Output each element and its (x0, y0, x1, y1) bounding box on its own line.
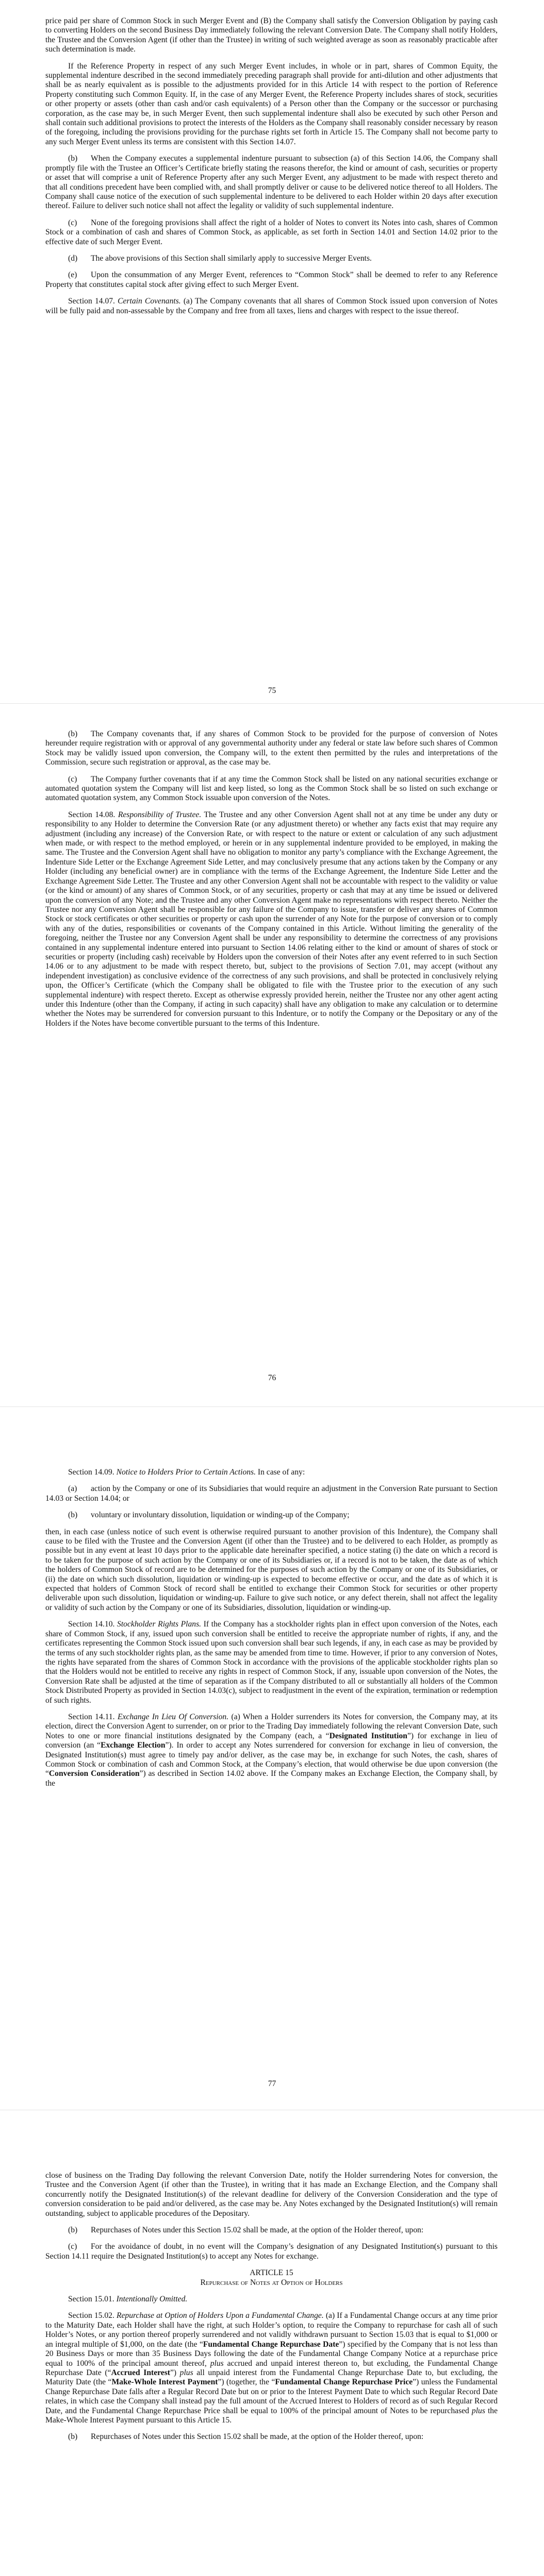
section-text: ”) specified by the Company that is not less than 20 Business Days or more than 35 Business Days following the date of the Fundamental Change Company Notice at a repurchase price equal to 100% of the principal amount thereof, (45, 2340, 498, 2368)
section-number: Section 14.08. (68, 810, 116, 819)
emphasis: plus (179, 2368, 193, 2377)
clause-label: (c) (68, 2242, 77, 2251)
clause-c (45, 775, 498, 803)
section-14-11 (45, 1713, 498, 1788)
section-text: (a) When a Holder surrenders its Notes for conversion, the Company may, at its election, direct the Conversion Agent to surrender, on or prior to the Trading Day immediately following the relevant Conversion Date, such Notes to one or more financial institutions designated by the Company (each, a “ (45, 1712, 498, 1740)
document-page-77 (0, 1406, 544, 2110)
defined-term: Designated Institution (329, 1731, 407, 1740)
clause-label: (e) (68, 270, 77, 280)
clause-label: (b) (68, 2226, 78, 2235)
clause-d (45, 254, 498, 263)
paragraph: If the Reference Property in respect of any such Merger Event includes, in whole or in part, shares of Common Equity, the supplemental indenture described in the second immediately preceding paragraph shall provide for anti-dilution and other adjustments that shall be as nearly equivalent as is possible to the adjustments provided for in this Article 14 with respect to the portion of Reference Property constituting such Common Equity. If, in the case of any Merger Event, the Reference Property includes shares of stock, securities or other property or assets (other than cash and/or cash equivalents) of a Person other than the Company or the successor or purchasing corporation, as the case may be, in such Merger Event, then such supplemental indenture shall also be executed by such other Person and shall contain such additional provisions to protect the interests of the Holders as the Company shall reasonably consider necessary by reason of the foregoing, including the provisions providing for the purchase rights set forth in Article 15. The Company shall not become party to any such Merger Event unless its terms are consistent with this Section 14.07. (45, 61, 498, 146)
clause-label: (b) (68, 154, 78, 163)
clause-text: The Company covenants that, if any shares of Common Stock to be provided for the purpose of conversion of Notes hereunder require registration with or approval of any governmental authority under any federal or state law before such shares of Common Stock may be validly issued upon conversion, the Company will, to the extent then permitted by the rules and interpretations of the Commission, secure such registration or approval, as the case may be. (45, 730, 498, 767)
section-text: ”) (together, the “ (218, 2378, 275, 2387)
section-14-07 (45, 297, 498, 316)
paragraph: close of business on the Trading Day following the relevant Conversion Date, notify the Holder surrendering Notes for conversion, the Trustee and the Conversion Agent (if other than the Trustee), in writing that it has made an Exchange Election, and the Company shall concurrently notify the Designated Institution(s) of the relevant deadline for delivery of the Conversion Consideration and the type of conversion consideration to be paid and/or delivered, as the case may be. Any Notes exchanged by the Designated Institution(s) will remain outstanding, subject to applicable procedures of the Depositary. (45, 2171, 498, 2218)
section-15-02 (45, 2311, 498, 2425)
clause-text: Repurchases of Notes under this Section 15.02 shall be made, at the option of the Holder thereof, upon: (91, 2432, 424, 2442)
section-title: Repurchase at Option of Holders Upon a Fundamental Change. (116, 2311, 324, 2320)
defined-term: Accrued Interest (111, 2368, 170, 2377)
clause-b (45, 154, 498, 211)
section-text: the Make-Whole Interest Payment pursuant to this Article 15. (45, 2406, 498, 2425)
document-page-76 (0, 703, 544, 1407)
emphasis: plus (471, 2406, 485, 2415)
section-text: (a) The Company covenants that all shares of Common Stock issued upon conversion of Notes will be fully paid and non-assessable by the Company and free from all taxes, liens and charges with respect to the issue thereof. (45, 297, 498, 315)
paragraph: price paid per share of Common Stock in such Merger Event and (B) the Company shall satisfy the Conversion Obligation by paying cash to converting Holders on the second Business Day immediately following the relevant Conversion Date. The Company shall notify Holders, the Trustee and the Conversion Agent (if other than the Trustee) in writing of such weighted average as soon as reasonably practicable after such determination is made. (45, 16, 498, 54)
clause-e (45, 270, 498, 290)
document-page-78 (0, 2110, 544, 2576)
defined-term: Conversion Consideration (48, 1769, 140, 1778)
section-14-10 (45, 1620, 498, 1705)
section-14-08 (45, 810, 498, 1028)
section-number: Section 14.10. (68, 1620, 115, 1629)
article-title: ARTICLE 15 (250, 2268, 293, 2278)
clause-label: (a) (68, 1484, 77, 1494)
defined-term: Exchange Election (101, 1741, 166, 1750)
section-title: Stockholder Rights Plans. (117, 1620, 202, 1629)
clause-text: action by the Company or one of its Subsidiaries that would require an adjustment in the Conversion Rate pursuant to Section 14.03 or Section 14.04; or (45, 1484, 498, 1503)
section-text: all unpaid interest from the Fundamental Change Repurchase Date to, but excluding, the Maturity Date (the “ (45, 2368, 498, 2387)
clause-text: Repurchases of Notes under this Section 15.02 shall be made, at the option of the Holder thereof, upon: (91, 2226, 424, 2235)
section-text: If the Company has a stockholder rights plan in effect upon conversion of the Notes, each share of Common Stock, if any, issued upon such conversion shall be entitled to receive the appropriate number of rights, if any, and the certificates representing the Common Stock issued upon such conversion shall bear such legends, if any, in each case as may be provided by the terms of any such stockholder rights plan, as the same may be amended from time to time. However, if prior to any conversion of Notes, the rights have separated from the shares of Common Stock in accordance with the provisions of the applicable stockholder rights plan so that the Holders would not be entitled to receive any rights in respect of Common Stock, if any, issuable upon conversion of the Notes, the Conversion Rate shall be adjusted at the time of separation as if the Company distributed to all or substantially all holders of the Common Stock Distributed Property as provided in Section 14.03(c), subject to readjustment in the event of the expiration, termination or redemption of such rights. (45, 1620, 498, 1705)
section-text: ”) unless the Fundamental Change Repurchase Date falls after a Regular Record Date but on or prior to the Interest Payment Date to which such Regular Record Date relates, in which case the Company shall instead pay the full amount of the Accrued Interest to Holders of record as of such Regular Record Date, and the Fundamental Change Repurchase Price shall be equal to 100% of the principal amount of Notes to be repurchased (45, 2378, 498, 2415)
clause-c (45, 218, 498, 247)
clause-b (45, 730, 498, 768)
clause-text: None of the foregoing provisions shall affect the right of a holder of Notes to convert its Notes into cash, shares of Common Stock or a combination of cash and shares of Common Stock, as applicable, as set forth in Section 14.01 and Section 14.02 prior to the effective date of such Merger Event. (45, 218, 498, 246)
section-text: accrued and unpaid interest thereon to, but excluding, the Fundamental Change Repurchase Date (“ (45, 2359, 498, 2377)
section-text: (a) If a Fundamental Change occurs at any time prior to the Maturity Date, each Holder shall have the right, at such Holder’s option, to require the Company to repurchase for cash all of such Holder’s Notes, or any portion thereof properly surrendered and not validly withdrawn pursuant to Section 15.03 that is equal to $1,000 or an integral multiple of $1,000, on the date (the “ (45, 2311, 498, 2349)
paragraph: then, in each case (unless notice of such event is otherwise required pursuant to another provision of this Indenture), the Company shall cause to be filed with the Trustee and the Conversion Agent (if other than the Trustee) and to be delivered to each Holder, as promptly as possible but in any event at least 10 days prior to the applicable date hereinafter specified, a notice stating (i) the date on which a record is to be taken for the purpose of such action by the Company or one of its Subsidiaries or, if a record is not to be taken, the date as of which the holders of Common Stock of record are to be determined for the purposes of such action by the Company or one of its Subsidiaries, or (ii) the date on which such dissolution, liquidation or winding-up is expected to become effective or occur, and the date as of which it is expected that holders of Common Stock of record shall be entitled to exchange their Common Stock for securities or other property deliverable upon such dissolution, liquidation or winding-up. Failure to give such notice, or any defect therein, shall not affect the legality or validity of such action by the Company or one of its Subsidiaries, dissolution, liquidation or winding-up. (45, 1527, 498, 1612)
clause-b (45, 2226, 498, 2235)
page-number: 76 (268, 1374, 276, 1382)
defined-term: Make-Whole Interest Payment (111, 2378, 218, 2387)
section-title: Intentionally Omitted. (116, 2295, 188, 2304)
clause-c (45, 2242, 498, 2261)
clause-text: When the Company executes a supplemental indenture pursuant to subsection (a) of this Section 14.06, the Company shall promptly file with the Trustee an Officer’s Certificate briefly stating the reasons therefor, the kind or amount of cash, securities or property or asset that will comprise a unit of Reference Property after any such Merger Event, any adjustment to be made with respect thereto and that all conditions precedent have been complied with, and shall promptly deliver or cause to be delivered notice thereof to all Holders. The Company shall cause notice of the execution of such supplemental indenture to be delivered to each Holder within 20 days after execution thereof. Failure to deliver such notice shall not affect the legality or validity of such supplemental indenture. (45, 154, 498, 211)
clause-text: voluntary or involuntary dissolution, liquidation or winding-up of the Company; (91, 1511, 350, 1520)
section-number: Section 15.01. (68, 2295, 114, 2304)
section-text: ”) for exchange in lieu of conversion (an “ (45, 1731, 498, 1750)
clause-b (45, 2432, 498, 2442)
page-number: 77 (268, 2079, 276, 2088)
clause-label: (d) (68, 253, 78, 263)
section-14-09 (45, 1468, 498, 1477)
page-number: 75 (268, 686, 276, 695)
section-title: Responsibility of Trustee. (118, 810, 202, 819)
clause-a (45, 1484, 498, 1503)
clause-b (45, 1511, 498, 1520)
page-body (45, 16, 498, 323)
document-page-75 (0, 0, 544, 703)
clause-label: (b) (68, 1511, 78, 1520)
section-number: Section 14.11. (68, 1712, 115, 1721)
section-text: ”) as described in Section 14.02 above. If the Company makes an Exchange Election, the Company shall, by the (45, 1769, 498, 1788)
section-text: ”). In order to accept any Notes surrendered for conversion for exchange in lieu of conversion, the Designated Institution(s) must agree to timely pay and/or deliver, as the case may be, in exchange for such Notes, the cash, shares of Common Stock or combination of cash and Common Stock, at the Company’s election, that would otherwise be due upon conversion (the “ (45, 1741, 498, 1778)
defined-term: Fundamental Change Repurchase Date (203, 2340, 339, 2349)
page-body (45, 1468, 498, 1795)
section-text: In case of any: (257, 1468, 305, 1477)
emphasis: plus (210, 2359, 224, 2368)
page-body (45, 730, 498, 1036)
clause-text: Upon the consummation of any Merger Event, references to “Common Stock” shall be deemed to refer to any Reference Property that constitutes capital stock after giving effect to such Merger Event. (45, 270, 498, 289)
section-number: Section 14.09. (68, 1468, 114, 1477)
section-15-01 (45, 2295, 498, 2304)
article-subtitle: Repurchase of Notes at Option of Holders (200, 2278, 343, 2287)
page-body (45, 2171, 498, 2449)
section-title: Exchange In Lieu Of Conversion. (117, 1712, 229, 1721)
section-text: The Trustee and any other Conversion Agent shall not at any time be under any duty or responsibility to any Holder to determine the Conversion Rate (or any adjustment thereto) or whether any facts exist that may require any adjustment (including any increase) of the Conversion Rate, or with respect to the nature or extent or calculation of any such adjustment when made, or with respect to the method employed, or herein or in any supplemental indenture provided to be employed, in making the same. The Trustee and the Conversion Agent shall have no obligation to monitor any party’s compliance with the Exchange Agreement, the Indenture Side Letter or the Exchange Agreement Side Letter, and may conclusively presume that any actions taken by the Company or any Holder (including any beneficial owner) are in compliance with the terms of the Exchange Agreement, the Indenture Side Letter and the Exchange Agreement Side Letter. The Trustee and any other Conversion Agent shall not be accountable with respect to the validity or value (or the kind or amount) of any shares of Common Stock, or of any securities, property or cash that may at any time be issued or delivered upon the conversion of any Note; and the Trustee and any other Conversion Agent make no representations with respect thereto. Neither the Trustee nor any Conversion Agent shall be responsible for any failure of the Company to issue, transfer or deliver any shares of Common Stock or stock certificates or other securities or property or cash upon the surrender of any Note for the purpose of conversion or to comply with any of the duties, responsibilities or covenants of the Company contained in this Article. Without limiting the generality of the foregoing, neither the Trustee nor any Conversion Agent shall be under any responsibility to determine the correctness of any provisions contained in any supplemental indenture entered into pursuant to Section 14.06 relating either to the kind or amount of shares of stock or securities or property (including cash) receivable by Holders upon the conversion of their Notes after any event referred to in such Section 14.06 or to any adjustment to be made with respect thereto, but, subject to the provisions of Section 7.01, may accept (without any independent investigation) as conclusive evidence of the correctness of any such provisions, and shall be protected in conclusively relying upon, the Officer’s Certificate (which the Company shall be obligated to file with the Trustee prior to the execution of any such supplemental indenture) with respect thereto. Except as otherwise expressly provided herein, neither the Trustee nor any other agent acting under this Indenture (other than the Company, if acting in such capacity) shall have any obligation to make any calculation or to determine whether the Notes may be surrendered for conversion pursuant to this Indenture, or to notify the Company or the Depositary or any of the Holders if the Notes have become convertible pursuant to the terms of this Indenture. (45, 810, 498, 1028)
clause-label: (c) (68, 218, 77, 227)
clause-text: The above provisions of this Section shall similarly apply to successive Merger Events. (91, 253, 372, 263)
section-text: ”) (170, 2368, 180, 2377)
defined-term: Fundamental Change Repurchase Price (275, 2378, 413, 2387)
clause-text: For the avoidance of doubt, in no event will the Company’s designation of any Designated Institution(s) pursuant to this Section 14.11 require the Designated Institution(s) to accept any Notes for exchange. (45, 2242, 498, 2261)
section-title: Notice to Holders Prior to Certain Actions. (116, 1468, 256, 1477)
section-number: Section 14.07. (68, 297, 115, 306)
clause-label: (c) (68, 774, 77, 784)
clause-label: (b) (68, 730, 78, 738)
section-title: Certain Covenants. (118, 297, 181, 306)
clause-label: (b) (68, 2432, 78, 2442)
clause-text: The Company further covenants that if at any time the Common Stock shall be listed on any national securities exchange or automated quotation system the Company will list and keep listed, so long as the Common Stock shall be so listed on such exchange or automated quotation system, any Common Stock issuable upon conversion of the Notes. (45, 774, 498, 803)
section-number: Section 15.02. (68, 2311, 114, 2320)
